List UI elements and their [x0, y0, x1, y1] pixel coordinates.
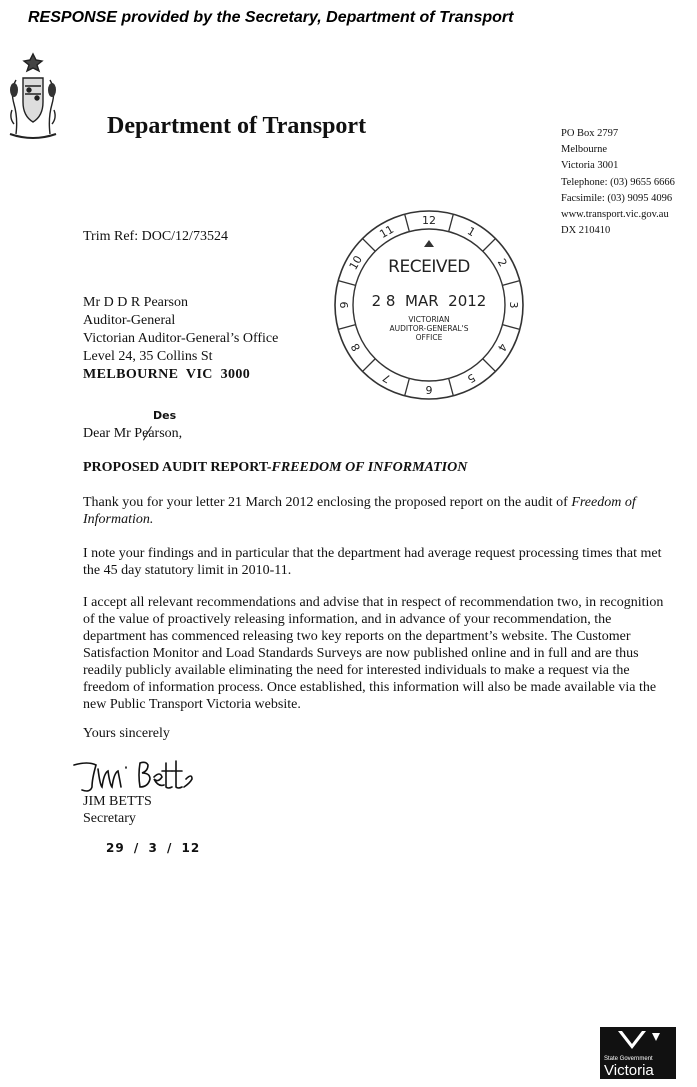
stamp-dial-divider — [338, 325, 355, 330]
handwritten-date: 29 / 3 / 12 — [106, 841, 201, 855]
signer-block — [83, 793, 152, 827]
signer-title: Secretary — [83, 811, 136, 826]
recipient-name: Mr D D R Pearson — [83, 295, 188, 310]
address-line: www.transport.vic.gov.au — [561, 209, 669, 221]
closing: Yours sincerely — [83, 726, 170, 741]
stamp-org-line: AUDITOR-GENERAL'S — [389, 324, 469, 333]
stamp-dial-divider — [405, 214, 410, 231]
stamp-dial-number: 11 — [377, 222, 397, 241]
stamp-dial-divider — [502, 281, 519, 286]
subject-prefix: PROPOSED AUDIT REPORT- — [83, 460, 272, 475]
address-line: Victoria 3001 — [561, 160, 619, 172]
paragraph-1-text: Thank you for your letter 21 March 2012 enclosing the proposed report on the audit of — [83, 495, 572, 510]
address-line: PO Box 2797 — [561, 128, 619, 139]
stamp-dial-divider — [502, 325, 519, 330]
stamp-dial-number: 12 — [422, 214, 436, 227]
recipient-title: Auditor-General — [83, 313, 176, 328]
salutation-struck-letter: e — [142, 426, 149, 441]
stamp-dial-divider — [449, 378, 454, 395]
stamp-dial-number: 7 — [380, 370, 394, 386]
stamp-org-line: VICTORIAN — [408, 315, 450, 324]
stamp-org-line: OFFICE — [415, 333, 443, 342]
address-line: Facsimile: (03) 9095 4096 — [561, 192, 673, 204]
signer-name: JIM BETTS — [83, 794, 152, 809]
logo-caption: State Government — [604, 1056, 653, 1062]
response-banner: RESPONSE provided by the Secretary, Department of Transport — [28, 9, 514, 26]
letterhead-organisation: Department of Transport — [107, 113, 367, 139]
recipient-office: Victorian Auditor-General’s Office — [83, 331, 279, 346]
stamp-dial-number: 10 — [346, 253, 365, 273]
coat-of-arms-crest — [6, 50, 60, 142]
recipient-street: Level 24, 35 Collins St — [83, 349, 213, 364]
paragraph-1-emphasis: Freedom of Information. — [83, 495, 636, 527]
stamp-dial-number: 2 — [494, 256, 510, 270]
signature — [68, 755, 198, 795]
subject-line — [83, 460, 467, 476]
received-stamp — [332, 208, 526, 402]
trim-reference: Trim Ref: DOC/12/73524 — [83, 229, 228, 244]
stamp-arrow-icon — [424, 240, 434, 247]
paragraph-3: I accept all relevant recommendations and advise that in respect of recommendation two, in recognition of the value of proactively releasing information, and in advance of your recommendation, the department has commenced releasing two key reports on the department’s website. The Customer Satisfaction Monitor and Load Standards Surveys are now published online and in full and are thus readily publicly available eliminating the need for interested individuals to make a request via the freedom of information process. Once established, this information will also be made available via the new Public Transport Victoria website. — [83, 595, 664, 712]
stamp-dial-divider — [483, 359, 496, 372]
stamp-dial-divider — [363, 239, 376, 252]
paragraph-1 — [83, 494, 673, 528]
handwritten-correction: Des — [153, 409, 177, 422]
logo-wordmark: Victoria — [604, 1062, 654, 1079]
salutation-prefix: Dear Mr P — [83, 426, 143, 441]
stamp-dial-number: 9 — [338, 301, 351, 309]
stamp-dial-divider — [338, 281, 355, 286]
address-line: Melbourne — [561, 144, 608, 156]
stamp-dial-number: 4 — [494, 340, 510, 354]
address-line: DX 210410 — [561, 225, 611, 237]
salutation — [83, 409, 183, 442]
stamp-dial-number: 5 — [464, 370, 478, 386]
stamp-dial-number: 8 — [348, 340, 364, 354]
stamp-dial-number: 6 — [425, 383, 433, 396]
paragraph-2: I note your findings and in particular that the department had average request processing times that met the 45 day statutory limit in 2010-11. — [83, 546, 662, 578]
stamp-received-label: RECEIVED — [388, 257, 470, 277]
stamp-dial-divider — [405, 378, 410, 395]
letterhead-address — [561, 126, 675, 239]
stamp-dial-number: 3 — [507, 301, 520, 309]
stamp-date: 2 8 MAR 2012 — [371, 292, 487, 310]
salutation-suffix: arson, — [148, 426, 183, 441]
subject-emphasis: FREEDOM OF INFORMATION — [271, 460, 468, 475]
recipient-address-block — [83, 294, 278, 384]
stamp-dial-divider — [449, 214, 454, 231]
address-line: Telephone: (03) 9655 6666 — [561, 176, 675, 188]
stamp-dial-divider — [483, 239, 496, 252]
stamp-dial-divider — [363, 359, 376, 372]
recipient-city: MELBOURNE VIC 3000 — [83, 367, 251, 382]
victoria-government-logo — [600, 1027, 676, 1079]
stamp-dial-number: 1 — [464, 224, 478, 240]
